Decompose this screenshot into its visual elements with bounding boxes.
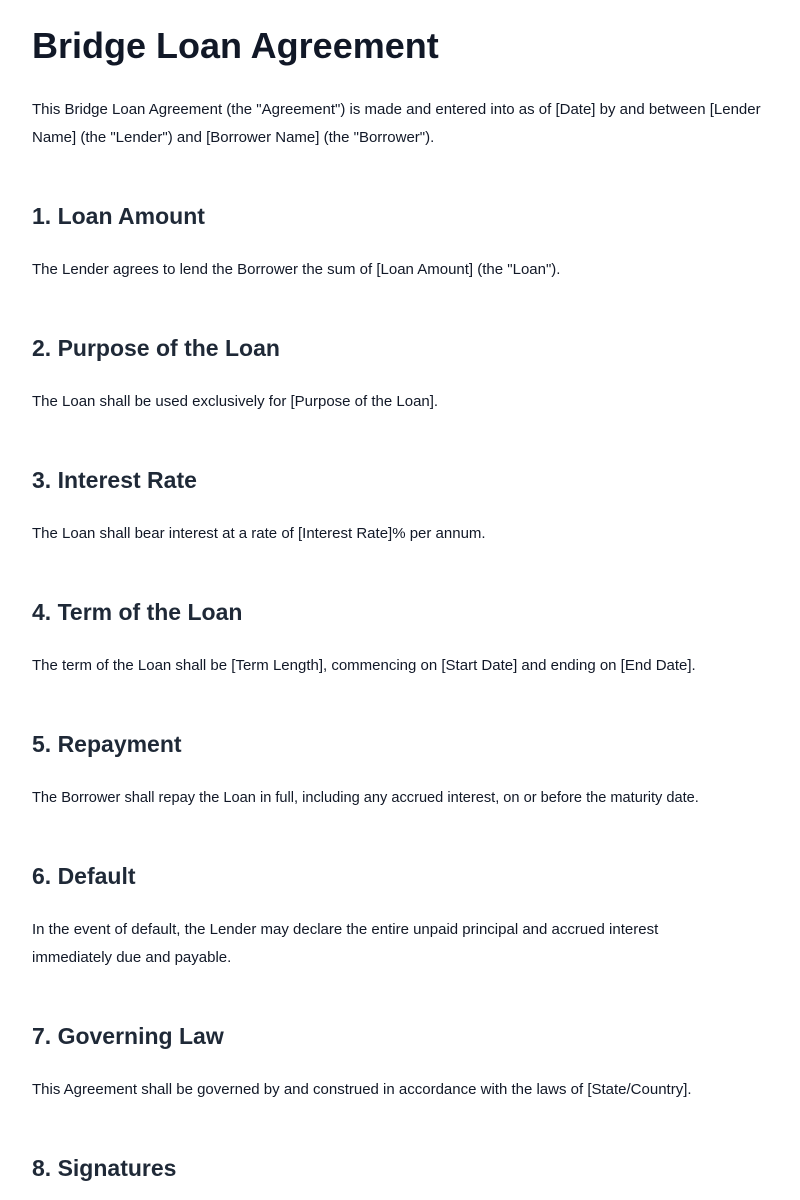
section-heading-purpose: 2. Purpose of the Loan [32,335,280,361]
document-title: Bridge Loan Agreement [32,25,439,66]
section-body-purpose: The Loan shall be used exclusively for [Purpose of the Loan]. [32,393,439,410]
section-heading-repayment: 5. Repayment [32,731,182,757]
section-heading-interest-rate: 3. Interest Rate [32,467,197,493]
section-body-repayment: The Borrower shall repay the Loan in full, including any accrued interest, on or before the maturity date. [32,790,699,806]
section-heading-loan-amount: 1. Loan Amount [32,203,205,229]
section-heading-term: 4. Term of the Loan [32,599,243,625]
section-body-loan-amount: The Lender agrees to lend the Borrower the sum of [Loan Amount] (the "Loan"). [32,261,561,278]
section-body-default: In the event of default, the Lender may declare the entire unpaid principal and accrued interest immediately due and payable. [32,921,659,966]
section-heading-default: 6. Default [32,863,136,889]
intro-paragraph: This Bridge Loan Agreement (the "Agreement") is made and entered into as of [Date] by and between [Lender Name] (the "Lender") and [Borrower Name] (the "Borrower"). [32,101,761,146]
section-heading-signatures: 8. Signatures [32,1155,177,1181]
section-body-interest-rate: The Loan shall bear interest at a rate of [Interest Rate]% per annum. [32,525,486,542]
section-body-governing-law: This Agreement shall be governed by and construed in accordance with the laws of [State/Country]. [32,1081,692,1098]
section-body-term: The term of the Loan shall be [Term Length], commencing on [Start Date] and ending on [End Date]. [32,657,696,674]
section-heading-governing-law: 7. Governing Law [32,1023,224,1049]
